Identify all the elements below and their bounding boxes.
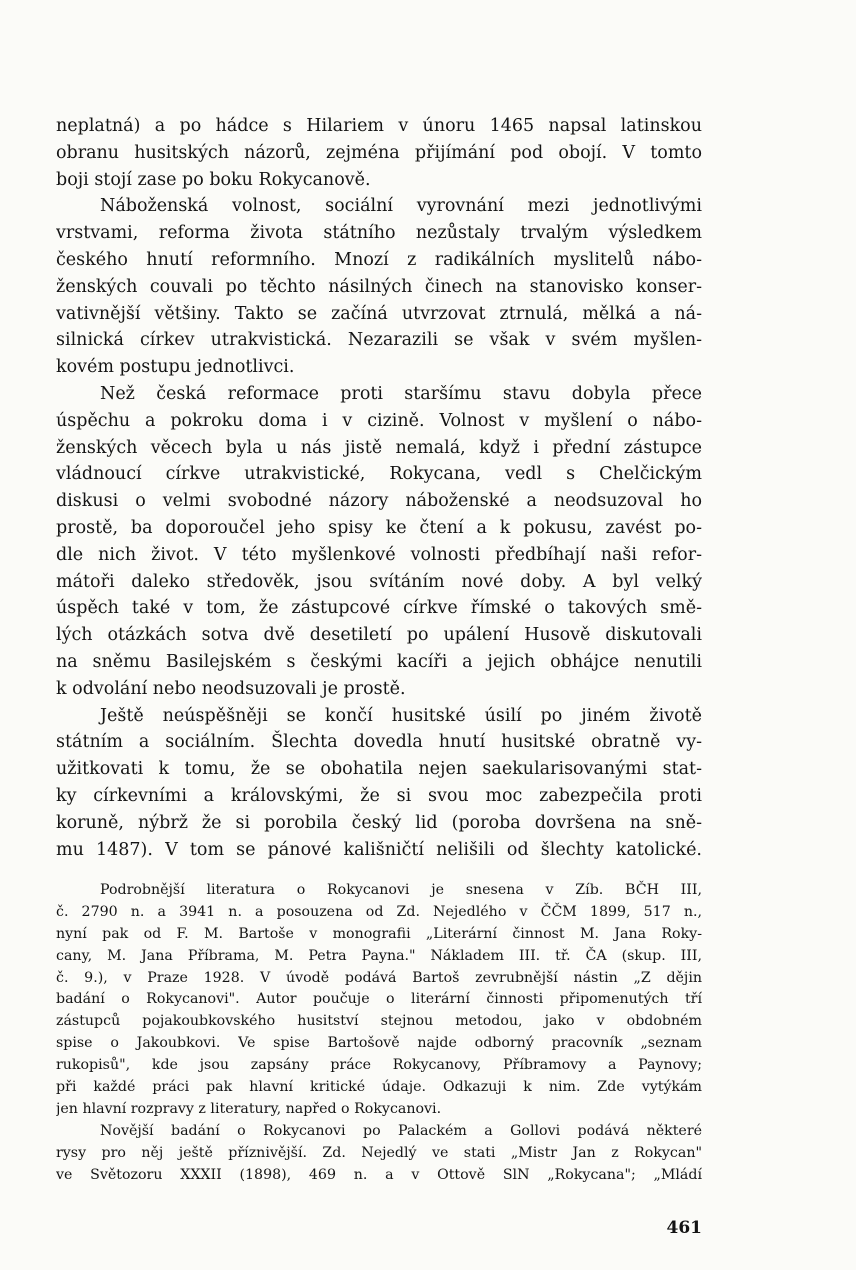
body-text-line: obranu husitských názorů, zejména přijímání pod obojí. V tomto xyxy=(56,142,702,163)
footnotes xyxy=(56,880,702,1186)
footnote-line: cany, M. Jana Příbrama, M. Petra Payna." Nákladem III. tř. ČA (skup. III, xyxy=(56,947,702,964)
body-text-line: diskusi o velmi svobodné názory náboženské a neodsuzoval ho xyxy=(56,491,702,512)
body-text-line: užitkovati k tomu, že se obohatila nejen saekularisovanými stat- xyxy=(56,759,702,780)
body-text-line: úspěchu a pokroku doma i v cizině. Volnost v myšlení o nábo- xyxy=(56,410,702,431)
footnote-line: Podrobnější literatura o Rokycanovi je snesena v Zíb. BČH III, xyxy=(100,882,702,898)
footnote-line: zástupců pojakoubkovského husitství stejnou metodou, jako v obdobném xyxy=(56,1013,702,1030)
footnote-line: spise o Jakoubkovi. Ve spise Bartošově najde odborný pracovník „seznam xyxy=(56,1035,702,1052)
body-text-line: Než česká reformace proti staršímu stavu dobyla přece xyxy=(100,383,702,404)
footnote-line: nyní pak od F. M. Bartoše v monografii „Literární činnost M. Jana Roky- xyxy=(56,925,702,942)
body-text-line: neplatná) a po hádce s Hilariem v únoru 1465 napsal latinskou xyxy=(56,116,702,136)
body-text-line: českého hnutí reformního. Mnozí z radikálních myslitelů nábo- xyxy=(56,249,702,270)
footnote-line: rukopisů", kde jsou zapsány práce Rokycanovy, Příbramovy a Paynovy; xyxy=(56,1057,702,1074)
footnote-line: badání o Rokycanovi". Autor poučuje o literární činnosti připomenutých tří xyxy=(56,991,702,1008)
body-text-line: vrstvami, reforma života státního nezůstaly trvalým výsledkem xyxy=(56,223,702,244)
footnote-line: ve Světozoru XXXII (1898), 469 n. a v Ottově SlN „Rokycana"; „Mládí xyxy=(56,1166,702,1183)
footnote-line: jen hlavní rozpravy z literatury, napřed o Rokycanovi. xyxy=(56,1100,442,1117)
body-text-line: Ještě neúspěšněji se končí husitské úsilí po jiném životě xyxy=(100,705,702,726)
body-text-line: na sněmu Basilejském s českými kacíři a jejich obhájce nenutili xyxy=(56,651,702,672)
body-text-line: kovém postupu jednotlivci. xyxy=(56,357,295,378)
footnote-line: rysy pro něj ještě příznivější. Zd. Nejedlý ve stati „Mistr Jan z Rokycan" xyxy=(56,1144,702,1161)
body-text-line: Náboženská volnost, sociální vyrovnání mezi jednotlivými xyxy=(100,196,702,217)
body-text-line: k odvolání nebo neodsuzovali je prostě. xyxy=(56,678,406,699)
body-text-line: ženských věcech byla u nás jistě nemalá, když i přední zástupce xyxy=(56,437,702,458)
body-text-line: lých otázkách sotva dvě desetiletí po upálení Husově diskutovali xyxy=(56,625,702,646)
footnote-line: č. 2790 n. a 3941 n. a posouzena od Zd. Nejedlého v ČČM 1899, 517 n., xyxy=(56,903,702,920)
body-text-line: koruně, nýbrž že si porobila český lid (poroba dovršena na sně- xyxy=(56,812,702,833)
body-text-line: dle nich život. V této myšlenkové volnosti předbíhají naši refor- xyxy=(56,544,702,565)
footnote-line: č. 9.), v Praze 1928. V úvodě podává Bartoš zevrubnější nástin „Z dějin xyxy=(56,969,702,986)
body-text-line: mu 1487). V tom se pánové kališničtí nelišili od šlechty katolické. xyxy=(56,839,702,860)
footnote-line: při každé práci pak hlavní kritické údaje. Odkazuji k nim. Zde vytýkám xyxy=(56,1079,702,1096)
main-text xyxy=(56,113,702,863)
body-text-line: ženských couvali po těchto násilných činech na stanovisko konser- xyxy=(56,276,702,297)
body-text-line: mátoři daleko středověk, jsou svítáním nové doby. A byl velký xyxy=(56,571,702,592)
body-text-line: státním a sociálním. Šlechta dovedla hnutí husitské obratně vy- xyxy=(56,732,702,753)
body-text-line: úspěch také v tom, že zástupcové církve římské o takových smě- xyxy=(56,598,702,619)
body-text-line: vativnější většiny. Takto se začíná utvrzovat ztrnulá, mělká a ná- xyxy=(56,303,702,324)
body-text-line: silnická církev utrakvistická. Nezarazili se však v svém myšlen- xyxy=(56,330,702,351)
page-number: 461 xyxy=(666,1218,702,1238)
footnote-line: Novější badání o Rokycanovi po Palackém a Gollovi podává některé xyxy=(100,1122,702,1139)
body-text-line: ky církevními a královskými, že si svou moc zabezpečila proti xyxy=(56,785,702,806)
body-text-line: vládnoucí církve utrakvistické, Rokycana, vedl s Chelčickým xyxy=(56,464,702,485)
body-text-line: prostě, ba doporoučel jeho spisy ke čtení a k pokusu, zavést po- xyxy=(56,517,702,538)
body-text-line: boji stojí zase po boku Rokycanově. xyxy=(56,169,371,190)
